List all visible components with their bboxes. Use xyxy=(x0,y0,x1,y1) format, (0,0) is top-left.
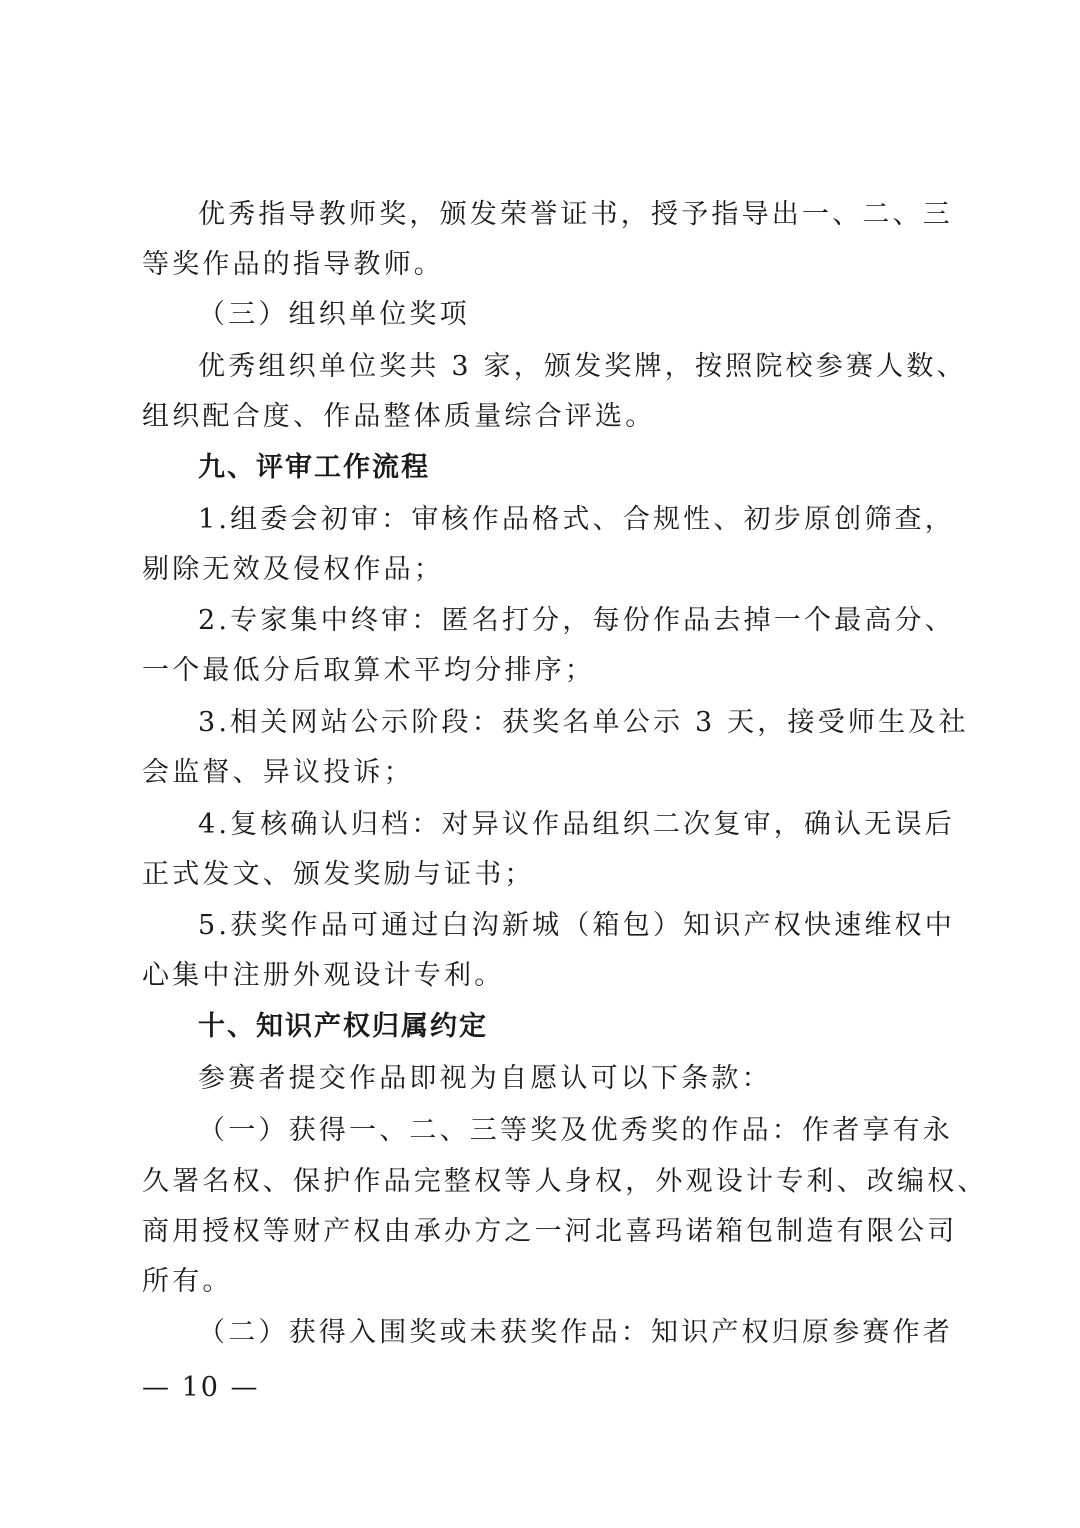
section-heading: 十、知识产权归属约定 xyxy=(198,1011,488,1042)
list-item-line: 5.获奖作品可通过白沟新城（箱包）知识产权快速维权中 xyxy=(198,910,955,941)
page-number: — 10 — xyxy=(142,1372,260,1403)
paragraph-line: 所有。 xyxy=(142,1266,233,1297)
paragraph-line: 参赛者提交作品即视为自愿认可以下条款： xyxy=(198,1063,772,1094)
list-item-line: 3.相关网站公示阶段：获奖名单公示 3 天，接受师生及社 xyxy=(198,707,969,738)
subsection-heading: （三）组织单位奖项 xyxy=(198,299,470,330)
list-item-line: 一个最低分后取算术平均分排序； xyxy=(142,655,595,686)
paragraph-line: 商用授权等财产权由承办方之一河北喜玛诺箱包制造有限公司 xyxy=(142,1216,958,1247)
list-item-line: 2.专家集中终审：匿名打分，每份作品去掉一个最高分、 xyxy=(198,605,955,636)
paragraph-line: 久署名权、保护作品完整权等人身权，外观设计专利、改编权、 xyxy=(142,1166,988,1197)
list-item-line: 会监督、异议投诉； xyxy=(142,757,414,788)
paragraph-line: （二）获得入围奖或未获奖作品：知识产权归原参赛作者 xyxy=(198,1317,953,1348)
list-item-line: 正式发文、颁发奖励与证书； xyxy=(142,859,535,890)
paragraph-line: 等奖作品的指导教师。 xyxy=(142,249,444,280)
list-item-line: 剔除无效及侵权作品； xyxy=(142,554,444,585)
section-heading: 九、评审工作流程 xyxy=(198,452,430,483)
list-item-line: 4.复核确认归档：对异议作品组织二次复审，确认无误后 xyxy=(198,809,955,840)
list-item-line: 心集中注册外观设计专利。 xyxy=(142,960,505,991)
paragraph-line: 优秀组织单位奖共 3 家，颁发奖牌，按照院校参赛人数、 xyxy=(198,351,967,382)
list-item-line: 1.组委会初审：审核作品格式、合规性、初步原创筛查， xyxy=(198,504,955,535)
paragraph-line: （一）获得一、二、三等奖及优秀奖的作品：作者享有永 xyxy=(198,1115,953,1146)
paragraph-line: 组织配合度、作品整体质量综合评选。 xyxy=(142,401,656,432)
paragraph-line: 优秀指导教师奖，颁发荣誉证书，授予指导出一、二、三 xyxy=(198,199,953,230)
